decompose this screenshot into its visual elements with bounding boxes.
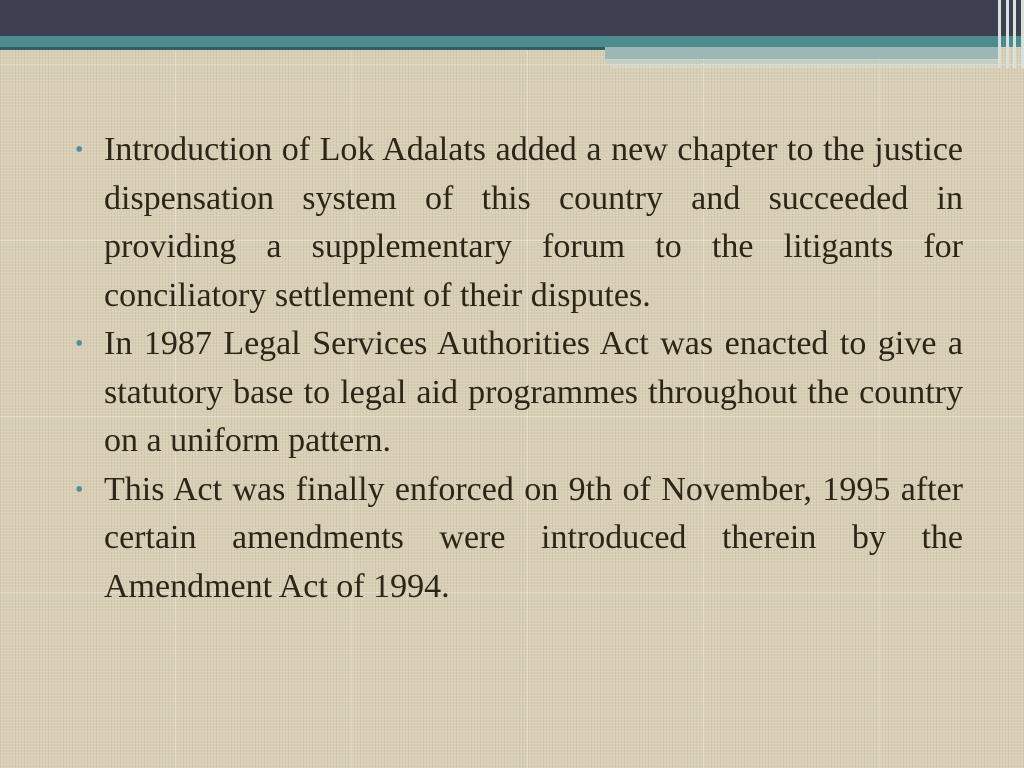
edge-line [1006, 0, 1009, 68]
sub-ribbon [605, 47, 1000, 59]
bullet-item [75, 466, 963, 612]
bullet-icon: • [75, 137, 84, 163]
bullet-icon: • [75, 476, 84, 503]
bullet-text: In 1987 Legal Services Authorities Act was enacted to give a statutory base to legal aid programmes throughout the country on a uniform pattern. [104, 325, 963, 459]
edge-line [1013, 0, 1016, 68]
accent-stripe [0, 36, 1024, 47]
bullet-item [75, 126, 963, 320]
header-bar [0, 0, 1024, 36]
sub-ribbon-line-secondary [610, 66, 1000, 68]
edge-decoration [998, 0, 1024, 68]
bullet-text: Introduction of Lok Adalats added a new chapter to the justice dispensation system of this country and succeeded in providing a supplementary forum to the litigants for conciliatory settlement of their disputes. [104, 131, 963, 314]
bullet-item [75, 320, 963, 466]
accent-stripe-shadow [0, 47, 605, 50]
edge-line [998, 0, 1001, 68]
bullet-list [75, 126, 963, 611]
bullet-icon: • [75, 331, 84, 357]
bullet-text: This Act was finally enforced on 9th of November, 1995 after certain amendments were introduced therein by the Amendment Act of 1994. [104, 470, 963, 605]
sub-ribbon-line [605, 60, 1000, 63]
